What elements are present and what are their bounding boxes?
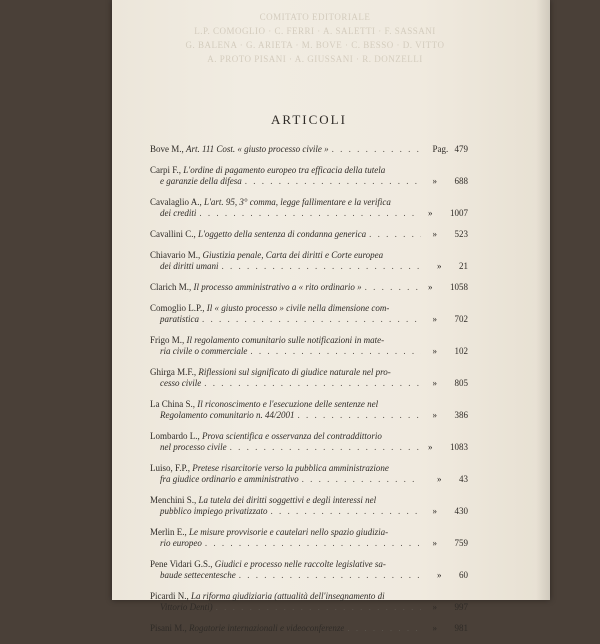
leader-dots: [230, 442, 421, 453]
toc-title: L'art. 95, 3° comma, legge fallimentare e la verifica: [204, 197, 391, 207]
toc-title: Le misure provvisorie e cautelari nello spazio giudizia-: [189, 527, 389, 537]
toc-page-mark: »: [437, 474, 442, 484]
toc-entry: [150, 399, 468, 421]
toc-page-mark: »: [437, 261, 442, 271]
toc-page-number: 430: [454, 506, 468, 516]
toc-author: Cavalaglio A.,: [150, 197, 202, 207]
toc-page-number: 759: [454, 538, 468, 548]
toc-entry-text: [150, 144, 329, 155]
toc-page-ref: [424, 506, 468, 517]
toc-title-continued: paratistica: [160, 314, 200, 324]
toc-entry: [150, 463, 468, 485]
toc-author: Luiso, F.P.,: [150, 463, 191, 473]
toc-page-mark: Pag.: [432, 144, 449, 154]
toc-title: Il processo amministrativo a « rito ordinario »: [193, 282, 362, 292]
toc-entry-text: [150, 559, 386, 570]
toc-entry-line: [150, 623, 468, 634]
toc-entry-line: [150, 463, 468, 474]
toc-entry-line: [150, 538, 468, 549]
toc-page-mark: »: [432, 229, 437, 239]
toc-entry-line: [150, 261, 468, 272]
toc-author: Clarich M.,: [150, 282, 192, 292]
leader-dots: [205, 538, 421, 549]
toc-entry-line: [150, 570, 468, 581]
toc-entry-line: [150, 399, 468, 410]
toc-page-ref: [424, 261, 468, 272]
toc-entry: [150, 367, 468, 389]
toc-title-continued: rio europeo: [160, 538, 202, 548]
toc-page-mark: »: [432, 538, 437, 548]
toc-entry-line: [150, 197, 468, 208]
toc-entry: [150, 495, 468, 517]
leader-dots: [347, 623, 421, 634]
toc-page-number: 997: [454, 602, 468, 612]
toc-author: Ghirga M.F.,: [150, 367, 197, 377]
toc-title: L'oggetto della sentenza di condanna generica: [198, 229, 367, 239]
toc-page-ref: [424, 623, 468, 634]
leader-dots: [202, 314, 421, 325]
toc-entry-line: [150, 314, 468, 325]
leader-dots: [199, 208, 421, 219]
toc-page-ref: [424, 314, 468, 325]
toc-page-number: 1058: [450, 282, 468, 292]
leader-dots: [365, 282, 421, 293]
ghost-line: L.P. COMOGLIO · C. FERRI · A. SALETTI · F. SASSANI: [194, 26, 436, 36]
toc-entry: [150, 165, 468, 187]
toc-page-ref: [424, 346, 468, 357]
leader-dots: [222, 261, 422, 272]
toc-entry-text: [150, 250, 383, 261]
toc-entry-line: [150, 410, 468, 421]
toc-entry-line: [150, 527, 468, 538]
toc-author: Merlin E.,: [150, 527, 187, 537]
toc-entry-text: [150, 623, 344, 634]
toc-entry-text: [150, 463, 389, 474]
toc-page-number: 102: [454, 346, 468, 356]
toc-author: Pisani M.,: [150, 623, 187, 633]
toc-page-mark: »: [432, 623, 437, 633]
toc-page-mark: »: [428, 208, 433, 218]
leader-dots: [298, 410, 422, 421]
toc-page-number: 523: [454, 229, 468, 239]
toc-page-number: 21: [459, 261, 468, 271]
toc-page-mark: »: [428, 442, 433, 452]
toc-entry-line: [150, 442, 468, 453]
toc-page-ref: [424, 378, 468, 389]
toc-page-number: 1083: [450, 442, 468, 452]
toc-page-number: 688: [454, 176, 468, 186]
toc-author: Frigo M.,: [150, 335, 185, 345]
toc-entry-line: [150, 303, 468, 314]
toc-entry-text: [150, 303, 389, 314]
toc-entry-line: [150, 229, 468, 240]
toc-entry-text: [150, 197, 391, 208]
toc-title-continued: Vittorio Denti): [160, 602, 213, 612]
toc-page-mark: »: [432, 176, 437, 186]
toc-entry-line: [150, 474, 468, 485]
toc-entry-text: [150, 399, 378, 410]
leader-dots: [369, 229, 421, 240]
toc-entry-line: [150, 346, 468, 357]
toc-title: Giustizia penale, Carta dei diritti e Corte europea: [202, 250, 384, 260]
toc-entry-text: [150, 431, 382, 442]
toc-entry-line: [150, 506, 468, 517]
leader-dots: [332, 144, 421, 155]
toc-entry-line: [150, 208, 468, 219]
toc-page-mark: »: [432, 346, 437, 356]
toc-entry-text: [150, 495, 376, 506]
toc-entry: [150, 197, 468, 219]
toc-page-number: 60: [459, 570, 468, 580]
toc-author: Menchini S.,: [150, 495, 197, 505]
toc-page-ref: [424, 474, 468, 485]
toc-page-ref: [424, 602, 468, 613]
toc-page-ref: [424, 442, 468, 453]
toc-page-number: 479: [454, 144, 468, 154]
toc-page-number: 1007: [450, 208, 468, 218]
toc-entry-text: [150, 527, 388, 538]
toc-entry-text: [150, 591, 385, 602]
toc-title-continued: nel processo civile: [160, 442, 227, 452]
leader-dots: [245, 176, 421, 187]
toc-author: Chiavario M.,: [150, 250, 201, 260]
toc-entry-line: [150, 144, 468, 155]
toc-page-ref: [424, 570, 468, 581]
toc-page-mark: »: [432, 602, 437, 612]
toc-entry-line: [150, 165, 468, 176]
toc-entry: [150, 250, 468, 272]
toc-author: Picardi N.,: [150, 591, 189, 601]
toc-entry-line: [150, 591, 468, 602]
toc-entry: [150, 527, 468, 549]
toc-entry-text: [150, 367, 391, 378]
toc-entry-line: [150, 378, 468, 389]
toc-entry: [150, 559, 468, 581]
toc-entry: [150, 303, 468, 325]
toc-entry-text: [150, 282, 362, 293]
toc-entry: [150, 229, 468, 240]
toc-entry: [150, 623, 468, 634]
toc-author: Comoglio L.P.,: [150, 303, 205, 313]
toc-entry: [150, 144, 468, 155]
toc-author: Carpi F.,: [150, 165, 182, 175]
toc-page-mark: »: [432, 314, 437, 324]
toc-page-number: 702: [454, 314, 468, 324]
toc-entry-line: [150, 250, 468, 261]
toc-entry: [150, 282, 468, 293]
toc-title: Pretese risarcitorie verso la pubblica amministrazione: [192, 463, 389, 473]
leader-dots: [216, 602, 421, 613]
leader-dots: [271, 506, 422, 517]
toc-author: Lombardo L.,: [150, 431, 200, 441]
toc-title: Riflessioni sul significato di giudice naturale nel pro-: [198, 367, 391, 377]
toc-title-continued: pubblico impiego privatizzato: [160, 506, 268, 516]
toc-entry-text: [150, 229, 366, 240]
leader-dots: [239, 570, 421, 581]
toc-page-ref: [424, 229, 468, 240]
toc-entry-line: [150, 335, 468, 346]
toc-page-number: 43: [459, 474, 468, 484]
toc-title: Il « giusto processo » civile nella dimensione com-: [206, 303, 390, 313]
toc-title: Prova scientifica e osservanza del contraddittorio: [202, 431, 382, 441]
toc-title: Art. 111 Cost. « giusto processo civile »: [186, 144, 329, 154]
leader-dots: [302, 474, 421, 485]
toc-page-mark: »: [432, 378, 437, 388]
toc-title-continued: baude settecentesche: [160, 570, 236, 580]
toc-author: Cavallini C.,: [150, 229, 196, 239]
leader-dots: [204, 378, 421, 389]
toc-author: Pene Vidari G.S.,: [150, 559, 213, 569]
toc-page-mark: »: [432, 506, 437, 516]
toc-title-continued: Regolamento comunitario n. 44/2001: [160, 410, 295, 420]
toc-page-mark: »: [437, 570, 442, 580]
ghost-line: G. BALENA · G. ARIETA · M. BOVE · C. BESSO · D. VITTO: [185, 40, 445, 50]
toc-title: L'ordine di pagamento europeo tra efficacia della tutela: [183, 165, 386, 175]
toc-title: La tutela dei diritti soggettivi e degli interessi nel: [198, 495, 377, 505]
toc-title-continued: dei crediti: [160, 208, 197, 218]
toc-title: La riforma giudiziaria (attualità dell'insegnamento di: [191, 591, 385, 601]
toc-entry: [150, 431, 468, 453]
toc-entry: [150, 335, 468, 357]
toc-page-ref: [424, 538, 468, 549]
toc-entry-text: [150, 335, 384, 346]
toc-page-number: 386: [454, 410, 468, 420]
toc-page-mark: »: [428, 282, 433, 292]
toc-page-ref: [424, 282, 468, 293]
toc-entry-line: [150, 282, 468, 293]
toc-entry-line: [150, 602, 468, 613]
toc-page-ref: [424, 208, 468, 219]
toc-title: Giudici e processo nelle raccolte legislative sa-: [214, 559, 386, 569]
toc-title: Il riconoscimento e l'esecuzione delle sentenze nel: [197, 399, 379, 409]
toc-entry-line: [150, 176, 468, 187]
toc-page-ref: [424, 144, 468, 155]
table-of-contents: [150, 144, 468, 644]
toc-author: Bove M.,: [150, 144, 184, 154]
toc-title-continued: dei diritti umani: [160, 261, 219, 271]
toc-entry-line: [150, 495, 468, 506]
toc-page-ref: [424, 410, 468, 421]
toc-author: La China S.,: [150, 399, 195, 409]
toc-title: Rogatorie internazionali e videoconferenze: [189, 623, 345, 633]
toc-page-number: 981: [454, 623, 468, 633]
ghost-line: COMITATO EDITORIALE: [259, 12, 371, 22]
toc-title-continued: ria civile o commerciale: [160, 346, 248, 356]
ghost-line: A. PROTO PISANI · A. GIUSSANI · R. DONZELLI: [207, 54, 423, 64]
toc-page-number: 805: [454, 378, 468, 388]
toc-entry-text: [150, 165, 385, 176]
leader-dots: [250, 346, 421, 357]
toc-title-continued: cesso civile: [160, 378, 202, 388]
toc-entry: [150, 591, 468, 613]
toc-title-continued: e garanzie della difesa: [160, 176, 242, 186]
show-through-header: [150, 10, 480, 66]
toc-entry-line: [150, 431, 468, 442]
toc-entry-line: [150, 367, 468, 378]
toc-page-ref: [424, 176, 468, 187]
toc-title-continued: fra giudice ordinario e amministrativo: [160, 474, 299, 484]
toc-title: Il regolamento comunitario sulle notificazioni in mate-: [186, 335, 385, 345]
toc-entry-line: [150, 559, 468, 570]
section-title: ARTICOLI: [271, 112, 347, 127]
toc-page-mark: »: [432, 410, 437, 420]
